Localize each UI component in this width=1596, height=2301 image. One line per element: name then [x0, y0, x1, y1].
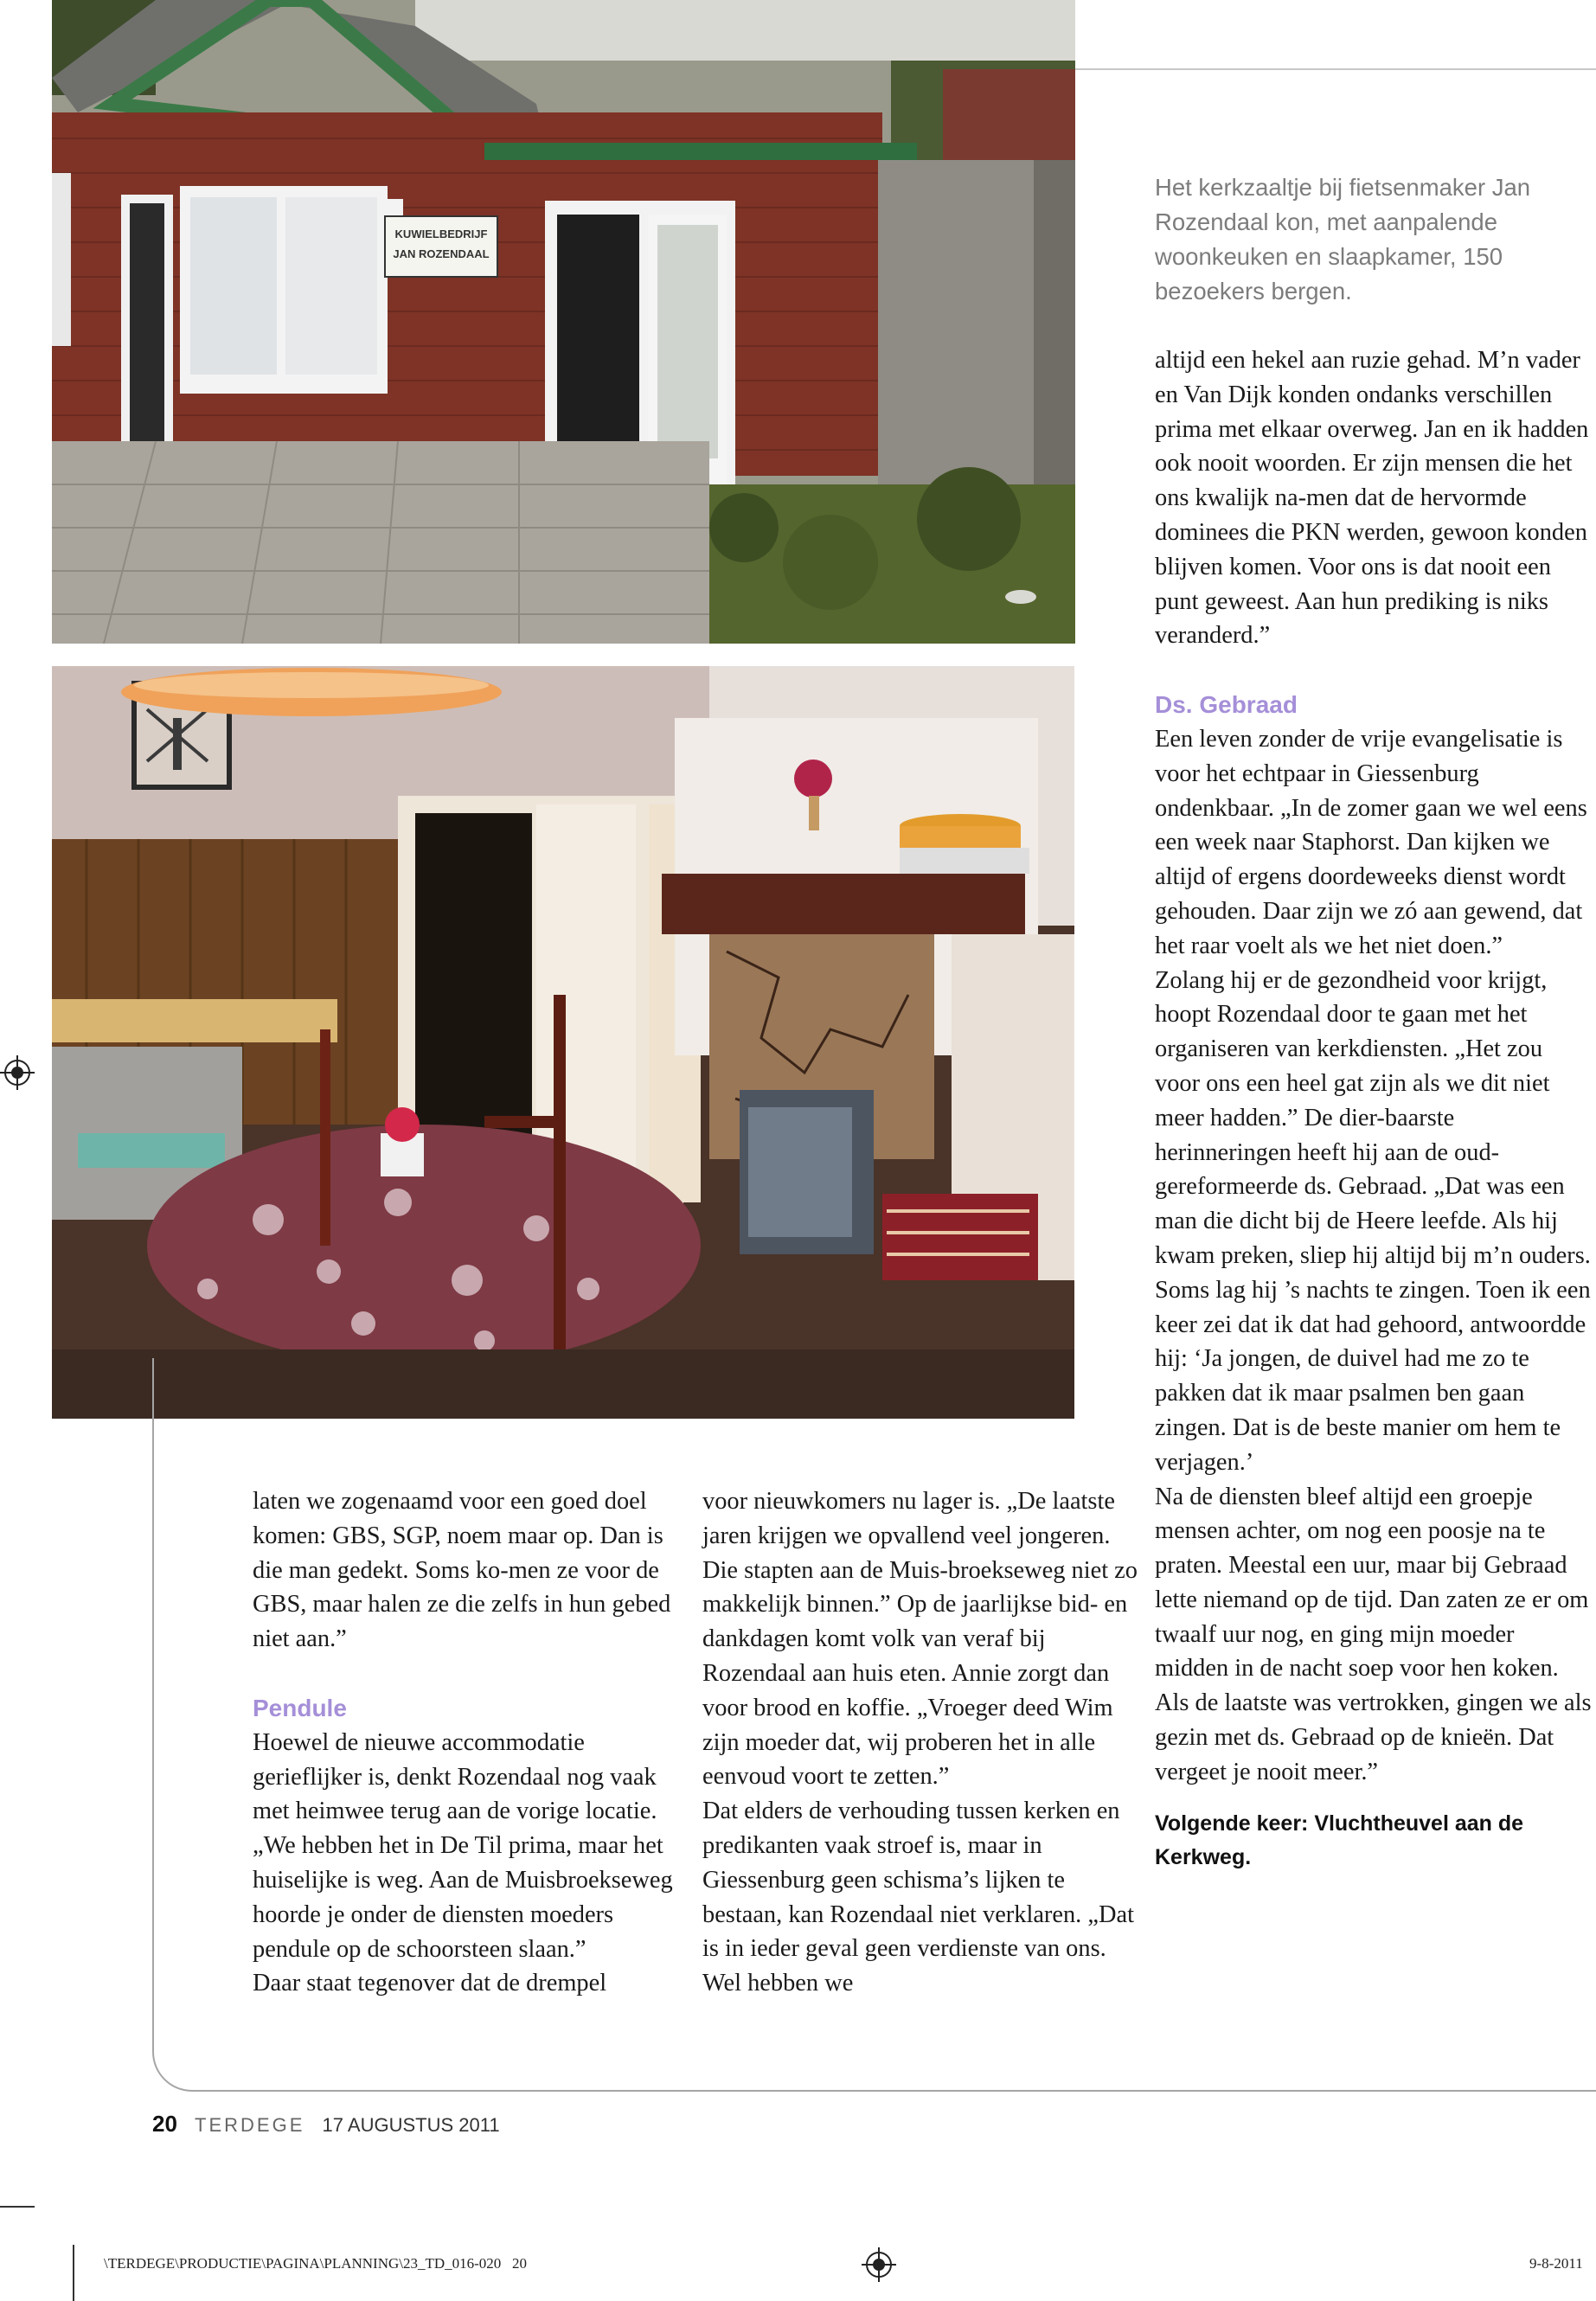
sign-line-1: KUWIELBEDRIJF — [394, 228, 488, 240]
page-number: 20 — [152, 2111, 177, 2137]
col3-paragraph-2: Een leven zonder de vrije evangelisatie is voor het echtpaar in Giessenburg ondenkbaar. „In de zomer gaan we wel eens een week naar Staphorst. Dan kijken we altijd of ergens doordeweeks dienst wordt gehouden. Daar zijn we zó aan gewend, dat het raar voelt als we het niet doen.” — [1155, 725, 1587, 959]
top-rule — [1074, 68, 1596, 70]
print-slug-date: 9-8-2011 — [1529, 2255, 1583, 2272]
subheading-pendule: Pendule — [253, 1694, 347, 1721]
crop-mark-horizontal — [0, 2206, 35, 2208]
col3-paragraph-4: Na de diensten bleef altijd een groepje mensen achter, om nog een poosje na te praten. Meestal een uur, maar bij Gebraad lette niemand op de tijd. Dan zaten ze er om twaalf uur nog, en ging mijn moeder midden in de nacht soep voor hen koken. Als de laatste was vertrokken, gingen we als gezin met ds. Gebraad op de knieën. Dat vergeet je nooit meer.” — [1155, 1483, 1592, 1785]
col1-paragraph-2: Hoewel de nieuwe accommodatie gerieflijker is, denkt Rozendaal nog vaak met heimwee terug aan de vorige locatie. „We hebben het in De Til prima, maar het huiselijke is weg. Aan de Muisbroekseweg hoorde je onder de diensten moeders pendule op de schoorsteen slaan.” — [253, 1728, 673, 1963]
issue-date: 17 AUGUSTUS 2011 — [322, 2114, 500, 2136]
col2-paragraph-1: voor nieuwkomers nu lager is. „De laatste jaren krijgen we opvallend veel jongeren. Die stapten aan de Muis-broekseweg niet zo makkelijk binnen.” Op de jaarlijkse bid- en dankdagen komt volk van veraf bij Rozendaal aan huis eten. Annie zorgt dan voor brood en koffie. „Vroeger deed Wim zijn moeder dat, wij proberen het in alle eenvoud voort te zetten.” — [702, 1488, 1138, 1791]
next-issue-note: Volgende keer: Vluchtheuvel aan de Kerkweg. — [1155, 1811, 1524, 1869]
col3-paragraph-3: Zolang hij er de gezondheid voor krijgt, hoopt Rozendaal door te gaan met het organiseren van kerkdiensten. „Het zou voor ons een heel gat zijn als we dit niet meer hadden.” De dier-baarste herinneringen heeft hij aan de oud-gereformeerde ds. Gebraad. „Dat was een man die dicht bij de Heere leefde. Als hij kwam preken, sliep hij altijd bij m’n ouders. Soms lag hij ’s nachts te zingen. Toen ik een keer zei dat ik dat had gehoord, antwoordde hij: ‘Ja jongen, de duivel had me zo te pakken dat ik maar psalmen ben gaan zingen. Dat is de beste manier om hem te verjagen.’ — [1155, 966, 1591, 1476]
col1-paragraph-1: laten we zogenaamd voor een goed doel komen: GBS, SGP, noem maar op. Dan is die man gedekt. Soms ko-men ze voor de GBS, maar halen ze die zelfs in hun gebed niet aan.” — [253, 1488, 671, 1653]
col3-paragraph-1: altijd een hekel aan ruzie gehad. M’n vader en Van Dijk konden ondanks verschillen prima met elkaar overweg. Jan en ik hadden ook nooit woorden. Er zijn mensen die het ons kwalijk na-men dat de hervormde dominees die PKN werden, gewoon konden blijven komen. Voor ons is dat nooit een punt geweest. Aan hun prediking is niks veranderd.” — [1155, 347, 1589, 650]
subheading-ds-gebraad: Ds. Gebraad — [1155, 691, 1298, 719]
print-slug-path: \TERDEGE\PRODUCTIE\PAGINA\PLANNING\23_TD_016-020 20 — [104, 2255, 528, 2272]
photo-caption: Het kerkzaaltje bij fietsenmaker Jan Rozendaal kon, met aanpalende woonkeuken en slaapkamer, 150 bezoekers bergen. — [1155, 174, 1531, 304]
article-column-2 — [702, 1484, 1144, 2001]
church-hall-illustration — [52, 0, 1075, 644]
col2-paragraph-2: Dat elders de verhouding tussen kerken en predikanten vaak stroef is, maar in Giessenburg geen schisma’s lijken te bestaan, kan Rozendaal niet verklaren. „Dat is in ieder geval geen verdienste van ons. Wel hebben we — [702, 1798, 1134, 1997]
interior-illustration — [52, 666, 1074, 1419]
article-column-3 — [1155, 343, 1592, 1875]
magazine-name: TERDEGE — [195, 2114, 305, 2136]
registration-mark-bottom — [862, 2247, 896, 2286]
photo-church-hall — [52, 0, 1075, 644]
crop-mark-vertical — [73, 2245, 74, 2301]
registration-mark-left — [0, 1055, 35, 1094]
col1-paragraph-3: Daar staat tegenover dat de drempel — [253, 1970, 607, 1997]
article-column-1 — [253, 1484, 694, 2001]
page-folio — [152, 2111, 500, 2138]
sign-line-2: JAN ROZENDAAL — [393, 247, 490, 260]
photo-interior-kitchen — [52, 666, 1074, 1419]
